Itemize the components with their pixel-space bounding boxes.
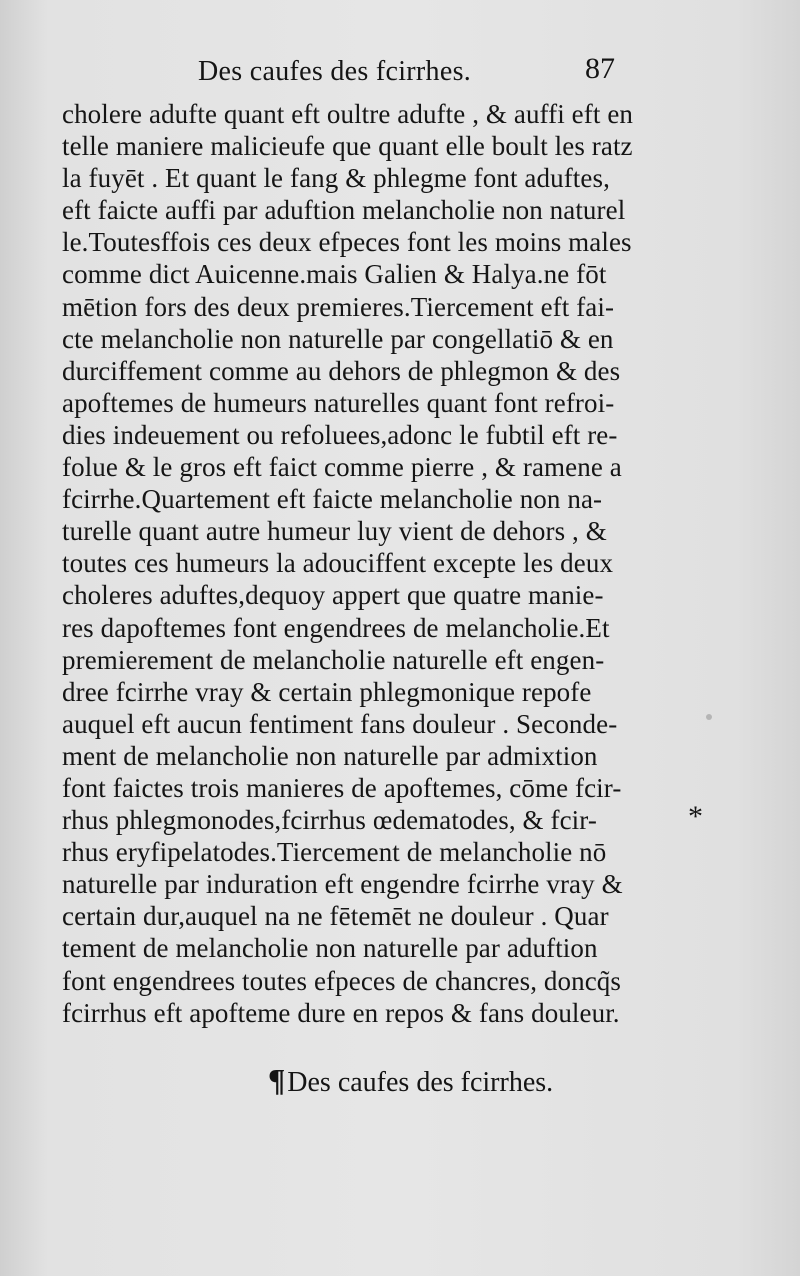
section-heading-text: Des caufes des fcirrhes. xyxy=(287,1067,554,1098)
text-line: le.Toutesffois ces deux efpeces font les moins males xyxy=(62,227,632,258)
pilcrow-icon: ¶ xyxy=(268,1062,286,1098)
text-line: cholere adufte quant eft oultre adufte , & auffi eft en xyxy=(62,99,633,129)
text-line: dies indeuement ou refoluees,adonc le fubtil eft re- xyxy=(62,419,618,450)
text-line: eft faicte auffi par aduftion melancholie non naturel xyxy=(62,195,626,226)
body-text xyxy=(62,98,702,1029)
text-line: choleres aduftes,dequoy appert que quatre manie- xyxy=(62,580,604,611)
page-header xyxy=(0,52,800,92)
text-line: res dapoftemes font engendrees de melancholie.Et xyxy=(62,612,610,643)
text-line: premierement de melancholie naturelle eft engen- xyxy=(62,644,605,675)
running-head: Des caufes des fcirrhes. xyxy=(198,56,472,87)
text-line: toutes ces humeurs la adouciffent excepte les deux xyxy=(62,548,614,579)
text-line: ment de melancholie non naturelle par admixtion xyxy=(62,740,598,771)
text-line: la fuyēt . Et quant le fang & phlegme font aduftes, xyxy=(62,163,610,194)
text-line: certain dur,auquel na ne fētemēt ne douleur . Quar xyxy=(62,901,609,932)
text-line: rhus eryfipelatodes.Tiercement de melancholie nō xyxy=(62,837,607,868)
text-line: fcirrhe.Quartement eft faicte melancholie non na- xyxy=(62,484,603,515)
text-line: apoftemes de humeurs naturelles quant font refroi- xyxy=(62,387,615,418)
text-line: font faictes trois manieres de apoftemes, cōme fcir- xyxy=(62,772,622,803)
text-line: cte melancholie non naturelle par congellatiō & en xyxy=(62,323,614,354)
text-line: turelle quant autre humeur luy vient de dehors , & xyxy=(62,516,607,547)
margin-asterisk: * xyxy=(688,800,703,833)
text-line: telle maniere malicieufe que quant elle boult les ratz xyxy=(62,131,633,162)
page-number: 87 xyxy=(585,52,615,85)
text-line: auquel eft aucun fentiment fans douleur . Seconde- xyxy=(62,708,618,739)
section-heading xyxy=(268,1062,553,1099)
text-line: dree fcirrhe vray & certain phlegmonique repofe xyxy=(62,676,592,707)
text-line: mētion fors des deux premieres.Tiercement eft fai- xyxy=(62,291,615,322)
text-line: durciffement comme au dehors de phlegmon & des xyxy=(62,355,621,386)
text-line: folue & le gros eft faict comme pierre , & ramene a xyxy=(62,452,622,483)
paper-speck xyxy=(706,714,712,720)
text-line: font engendrees toutes efpeces de chancres, doncq̃s xyxy=(62,965,622,996)
text-line: rhus phlegmonodes,fcirrhus œdematodes, & fcir- xyxy=(62,805,597,836)
text-line: fcirrhus eft apofteme dure en repos & fans douleur. xyxy=(62,997,620,1028)
text-line: comme dict Auicenne.mais Galien & Halya.ne fōt xyxy=(62,259,607,290)
text-line: naturelle par induration eft engendre fcirrhe vray & xyxy=(62,869,623,900)
text-line: tement de melancholie non naturelle par aduftion xyxy=(62,933,598,964)
